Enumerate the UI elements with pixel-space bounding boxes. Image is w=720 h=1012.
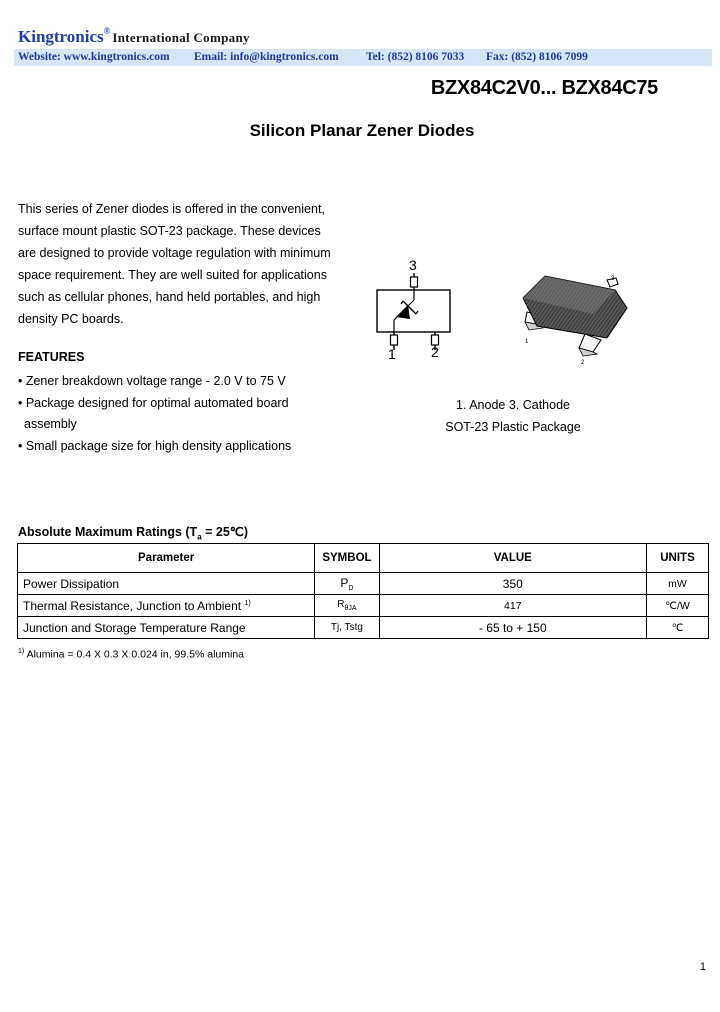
value-cell: 350: [379, 573, 646, 595]
ratings-heading: [18, 524, 248, 542]
ratings-table: [17, 543, 709, 639]
feature-item: • Small package size for high density applications: [18, 438, 292, 453]
value-cell: 417: [379, 595, 646, 617]
package-pin-3-label: 3: [611, 276, 615, 282]
pin-2-label: 2: [431, 344, 439, 360]
table-row: [18, 595, 709, 617]
units-cell: ℃/W: [646, 595, 708, 617]
symbol-subscript: D: [348, 584, 354, 592]
symbol-cell: Tj, Tstg: [315, 617, 379, 639]
intro-line: such as cellular phones, hand held portables, and high: [18, 290, 321, 304]
footnote-text: Alumina = 0.4 X 0.3 X 0.024 in, 99.5% alumina: [24, 648, 245, 661]
intro-line: space requirement. They are well suited for applications: [18, 268, 327, 282]
table-footnote: [18, 648, 244, 661]
features-list: [18, 371, 291, 457]
ratings-heading-condition: = 25℃): [201, 525, 248, 539]
footnote-reference: 1): [244, 599, 251, 607]
email-link[interactable]: Email: info@kingtronics.com: [194, 51, 339, 63]
zener-symbol-diagram: [370, 255, 470, 365]
feature-item-continued: assembly: [24, 417, 77, 431]
feature-item: • Package designed for optimal automated board: [18, 395, 289, 410]
package-pin-1-label: 1: [525, 339, 529, 345]
document-title: Silicon Planar Zener Diodes: [249, 121, 475, 140]
column-header-parameter: Parameter: [18, 544, 315, 573]
symbol-text: R: [337, 599, 345, 610]
sot23-package-image: [515, 268, 635, 368]
features-heading: FEATURES: [18, 350, 85, 364]
feature-item: • Zener breakdown voltage range - 2.0 V to 75 V: [18, 374, 286, 388]
parameter-cell: Power Dissipation: [18, 573, 315, 595]
value-cell: - 65 to + 150: [379, 617, 646, 639]
brand-name: Kingtronics: [18, 27, 104, 46]
table-row: [18, 573, 709, 595]
website-link[interactable]: Website: www.kingtronics.com: [18, 51, 170, 63]
intro-line: surface mount plastic SOT-23 package. These devices: [18, 224, 321, 238]
registered-mark: ®: [103, 26, 111, 36]
pinout-caption: 1. Anode 3. Cathode: [456, 398, 570, 412]
column-header-symbol: SYMBOL: [315, 544, 379, 573]
parameter-text: Thermal Resistance, Junction to Ambient: [23, 598, 242, 613]
part-number-title: BZX84C2V0... BZX84C75: [430, 77, 658, 99]
intro-line: are designed to provide voltage regulation with minimum: [18, 246, 331, 260]
pin-3-label: 3: [409, 257, 417, 273]
package-caption: SOT-23 Plastic Package: [445, 420, 581, 434]
contact-bar: [14, 49, 712, 66]
package-pin-2-label: 2: [581, 360, 585, 366]
parameter-cell: [18, 595, 315, 617]
ratings-heading-text: Absolute Maximum Ratings (T: [18, 525, 198, 539]
footnote-mark: 1): [18, 648, 25, 655]
symbol-text: P: [340, 575, 349, 590]
units-cell: mW: [646, 573, 708, 595]
fax: Fax: (852) 8106 7099: [486, 51, 588, 63]
company-logo: [18, 26, 250, 47]
page-number: 1: [699, 961, 706, 973]
intro-paragraph: [18, 198, 338, 330]
column-header-units: UNITS: [646, 544, 708, 573]
symbol-subscript: θJA: [344, 605, 357, 612]
intro-line: This series of Zener diodes is offered in the convenient,: [18, 202, 325, 216]
telephone: Tel: (852) 8106 7033: [366, 51, 465, 63]
company-name: International Company: [112, 30, 250, 45]
column-header-value: VALUE: [379, 544, 646, 573]
intro-line: density PC boards.: [18, 312, 124, 326]
table-row: [18, 617, 709, 639]
ratings-heading-subscript: a: [197, 532, 202, 542]
parameter-cell: Junction and Storage Temperature Range: [18, 617, 315, 639]
table-header-row: [18, 544, 709, 573]
symbol-cell: [315, 595, 379, 617]
units-cell: ℃: [646, 617, 708, 639]
symbol-cell: [315, 573, 379, 595]
pin-1-label: 1: [388, 346, 396, 362]
